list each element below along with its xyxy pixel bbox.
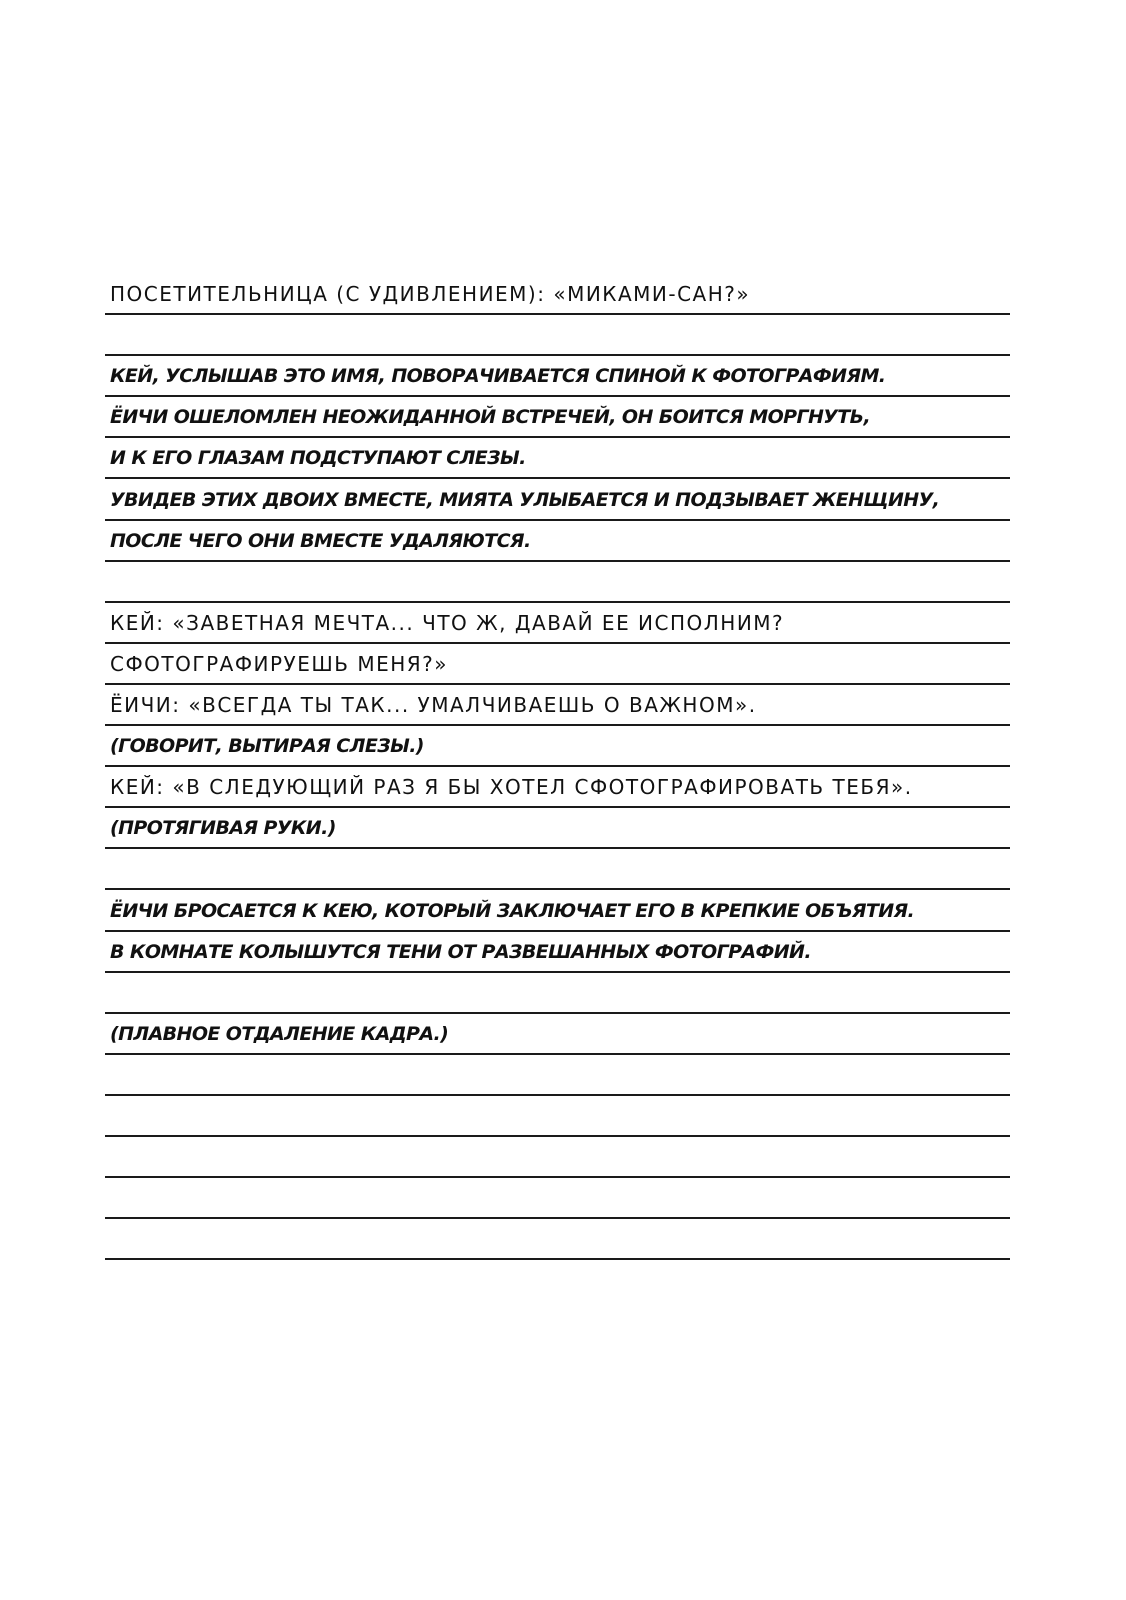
script-line: (ГОВОРИТ, ВЫТИРАЯ СЛЕЗЫ.) [110,735,424,757]
ruled-line [105,847,1010,849]
ruled-line [105,354,1010,356]
script-line: КЕЙ: «ЗАВЕТНАЯ МЕЧТА... ЧТО Ж, ДАВАЙ ЕЕ ИСПОЛНИМ? [110,611,785,635]
script-line: КЕЙ: «В СЛЕДУЮЩИЙ РАЗ Я БЫ ХОТЕЛ СФОТОГРАФИРОВАТЬ ТЕБЯ». [110,775,913,799]
script-line: И К ЕГО ГЛАЗАМ ПОДСТУПАЮТ СЛЕЗЫ. [110,447,526,469]
ruled-line [105,560,1010,562]
ruled-line [105,1012,1010,1014]
script-line: КЕЙ, УСЛЫШАВ ЭТО ИМЯ, ПОВОРАЧИВАЕТСЯ СПИНОЙ К ФОТОГРАФИЯМ. [110,365,886,387]
script-line: (ПЛАВНОЕ ОТДАЛЕНИЕ КАДРА.) [110,1023,449,1045]
ruled-line [105,1176,1010,1178]
ruled-line [105,1094,1010,1096]
script-line: ПОСЕТИТЕЛЬНИЦА (С УДИВЛЕНИЕМ): «МИКАМИ-САН?» [110,282,751,306]
ruled-line [105,519,1010,521]
ruled-line [105,436,1010,438]
ruled-line [105,395,1010,397]
ruled-line [105,1135,1010,1137]
ruled-line [105,888,1010,890]
script-line: СФОТОГРАФИРУЕШЬ МЕНЯ?» [110,652,449,676]
ruled-line [105,930,1010,932]
ruled-line [105,313,1010,315]
ruled-line [105,765,1010,767]
ruled-line [105,971,1010,973]
script-line: УВИДЕВ ЭТИХ ДВОИХ ВМЕСТЕ, МИЯТА УЛЫБАЕТСЯ И ПОДЗЫВАЕТ ЖЕНЩИНУ, [110,489,940,511]
script-line: В КОМНАТЕ КОЛЫШУТСЯ ТЕНИ ОТ РАЗВЕШАННЫХ ФОТОГРАФИЙ. [110,941,811,963]
ruled-line [105,806,1010,808]
ruled-line [105,1217,1010,1219]
ruled-line [105,601,1010,603]
ruled-line [105,724,1010,726]
script-line: ЁИЧИ ОШЕЛОМЛЕН НЕОЖИДАННОЙ ВСТРЕЧЕЙ, ОН БОИТСЯ МОРГНУТЬ, [110,406,871,428]
ruled-line [105,642,1010,644]
script-line: ЁИЧИ БРОСАЕТСЯ К КЕЮ, КОТОРЫЙ ЗАКЛЮЧАЕТ ЕГО В КРЕПКИЕ ОБЪЯТИЯ. [110,900,915,922]
ruled-line [105,1053,1010,1055]
ruled-line [105,477,1010,479]
ruled-line [105,1258,1010,1260]
script-line: ПОСЛЕ ЧЕГО ОНИ ВМЕСТЕ УДАЛЯЮТСЯ. [110,530,531,552]
script-line: (ПРОТЯГИВАЯ РУКИ.) [110,817,336,839]
script-line: ЁИЧИ: «ВСЕГДА ТЫ ТАК... УМАЛЧИВАЕШЬ О ВАЖНОМ». [110,693,757,717]
ruled-line [105,683,1010,685]
